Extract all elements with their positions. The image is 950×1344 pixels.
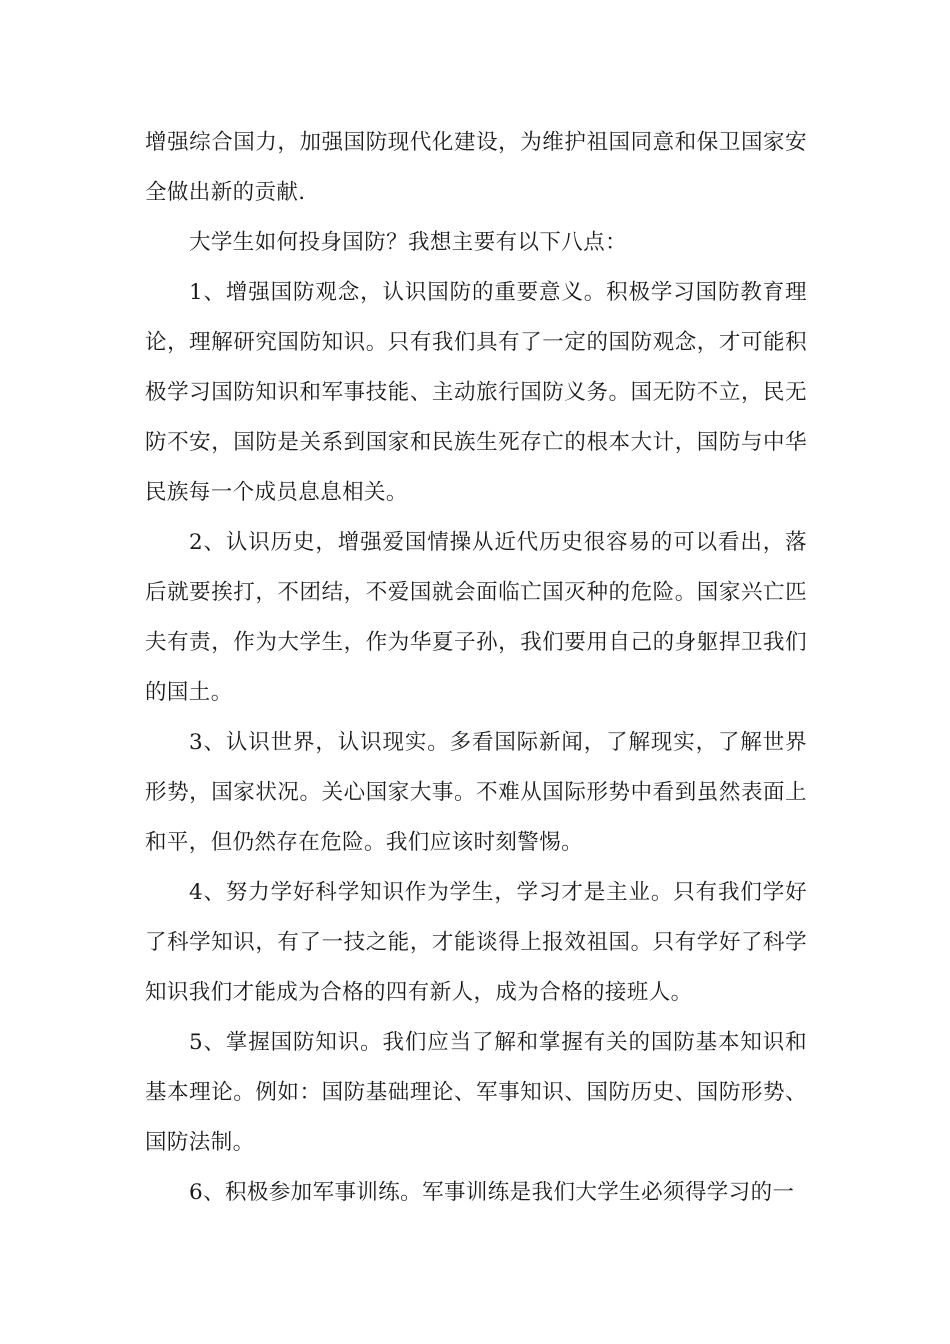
paragraph-point-3: 3、认识世界，认识现实。多看国际新闻，了解现实，了解世界形势，国家状况。关心国家大事。不难从国际形势中看到虽然表面上和平，但仍然存在危险。我们应该时刻警惕。 bbox=[145, 730, 807, 855]
paragraph-point-5: 5、掌握国防知识。我们应当了解和掌握有关的国防基本知识和基本理论。例如：国防基础理论、军事知识、国防历史、国防形势、国防法制。 bbox=[145, 1030, 807, 1155]
paragraph-point-1: 1、增强国防观念，认识国防的重要意义。积极学习国防教育理论，理解研究国防知识。只有我们具有了一定的国防观念，才可能积极学习国防知识和军事技能、主动旅行国防义务。国无防不立，民无防不安，国防是关系到国家和民族生死存亡的根本大计，国防与中华民族每一个成员息息相关。 bbox=[145, 280, 807, 505]
paragraph-intro-question: 大学生如何投身国防？我想主要有以下八点： bbox=[189, 230, 628, 255]
paragraph-point-4: 4、努力学好科学知识作为学生，学习才是主业。只有我们学好了科学知识，有了一技之能，才能谈得上报效祖国。只有学好了科学知识我们才能成为合格的四有新人，成为合格的接班人。 bbox=[145, 880, 807, 1005]
paragraph-point-6: 6、积极参加军事训练。军事训练是我们大学生必须得学习的一 bbox=[189, 1180, 795, 1205]
document-page bbox=[145, 118, 807, 1218]
paragraph-continuation: 增强综合国力，加强国防现代化建设，为维护祖国同意和保卫国家安全做出新的贡献. bbox=[145, 130, 807, 205]
paragraph-point-2: 2、认识历史，增强爱国情操从近代历史很容易的可以看出，落后就要挨打，不团结，不爱国就会面临亡国灭种的危险。国家兴亡匹夫有责，作为大学生，作为华夏子孙，我们要用自己的身躯捍卫我们的国土。 bbox=[145, 530, 807, 705]
